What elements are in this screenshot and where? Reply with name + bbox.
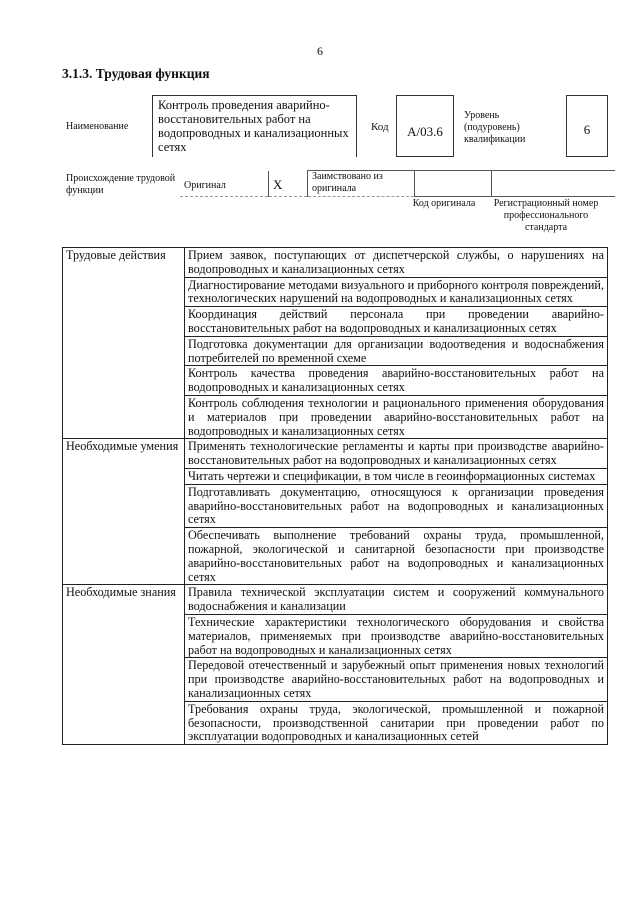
item-cell: Контроль соблюдения технологии и рационального применения оборудования и материалов при проведении аварийно-восстановительных работ на водопроводных и канализационных сетях <box>185 395 608 438</box>
table-row <box>63 439 608 469</box>
name-label: Наименование <box>66 121 129 132</box>
item-cell: Контроль качества проведения аварийно-восстановительных работ на водопроводных и канализационных сетях <box>185 366 608 396</box>
item-cell: Обеспечивать выполнение требований охраны труда, промышленной, пожарной, экологической и санитарной безопасности при производстве аварийно-восстановительных работ на водопроводных и канализационных сетях <box>185 528 608 585</box>
table-row <box>63 248 608 278</box>
item-cell: Передовой отечественный и зарубежный опыт применения новых технологий при производстве аварийно-восстановительных работ на водопроводных и канализационных сетях <box>185 658 608 701</box>
item-cell: Координация действий персонала при проведении аварийно-восстановительных работ на водопроводных и канализационных сетях <box>185 307 608 337</box>
registration-caption: Регистрационный номер профессионального стандарта <box>493 198 599 233</box>
qualification-level: 6 <box>566 95 608 157</box>
competency-table <box>62 247 608 745</box>
original-mark: Х <box>273 176 283 192</box>
section-title: 3.1.3. Трудовая функция <box>62 66 210 81</box>
item-cell: Диагностирование методами визуального и приборного контроля повреждений, технологических нарушений на водопроводных и канализационных сетях <box>185 277 608 307</box>
item-cell: Прием заявок, поступающих от диспетчерской службы, о нарушениях на водопроводных и канализационных сетях <box>185 248 608 278</box>
section-title-cell: Необходимые умения <box>63 439 185 585</box>
item-cell: Подготовка документации для организации водоотведения и водоснабжения потребителей по временной схеме <box>185 336 608 366</box>
item-cell: Применять технологические регламенты и карты при производстве аварийно-восстановительных работ на водопроводных и канализационных сетях <box>185 439 608 469</box>
item-cell: Требования охраны труда, экологической, промышленной и пожарной безопасности, производственной санитарии при проведении работ по эксплуатации водопроводных и канализационных сетей <box>185 701 608 744</box>
origin-label: Происхождение трудовой функции <box>66 173 176 196</box>
level-label: Уровень (подуровень) квалификации <box>464 110 526 145</box>
original-label: Оригинал <box>184 179 226 191</box>
item-cell: Правила технической эксплуатации систем и сооружений коммунального водоснабжения и канализации <box>185 585 608 615</box>
function-name: Контроль проведения аварийно-восстановительных работ на водопроводных и канализационных сетях <box>152 95 357 157</box>
code-original-caption: Код оригинала <box>412 198 476 209</box>
item-cell: Технические характеристики технологического оборудования и свойства материалов, применяемых при производстве аварийно-восстановительных работ на водопроводных и канализационных сетях <box>185 614 608 657</box>
function-code: А/03.6 <box>396 95 454 157</box>
item-cell: Читать чертежи и спецификации, в том числе в геоинформационных системах <box>185 468 608 484</box>
page-number: 6 <box>317 44 323 58</box>
origin-table <box>180 170 615 197</box>
section-title-cell: Необходимые знания <box>63 585 185 745</box>
table-row <box>63 585 608 615</box>
code-label: Код <box>371 121 389 133</box>
section-title-cell: Трудовые действия <box>63 248 185 439</box>
item-cell: Подготавливать документацию, относящуюся к организации проведения аварийно-восстановительных работ на водопроводных и канализационных сетях <box>185 484 608 527</box>
borrowed-label: Заимствовано из оригинала <box>312 171 383 194</box>
